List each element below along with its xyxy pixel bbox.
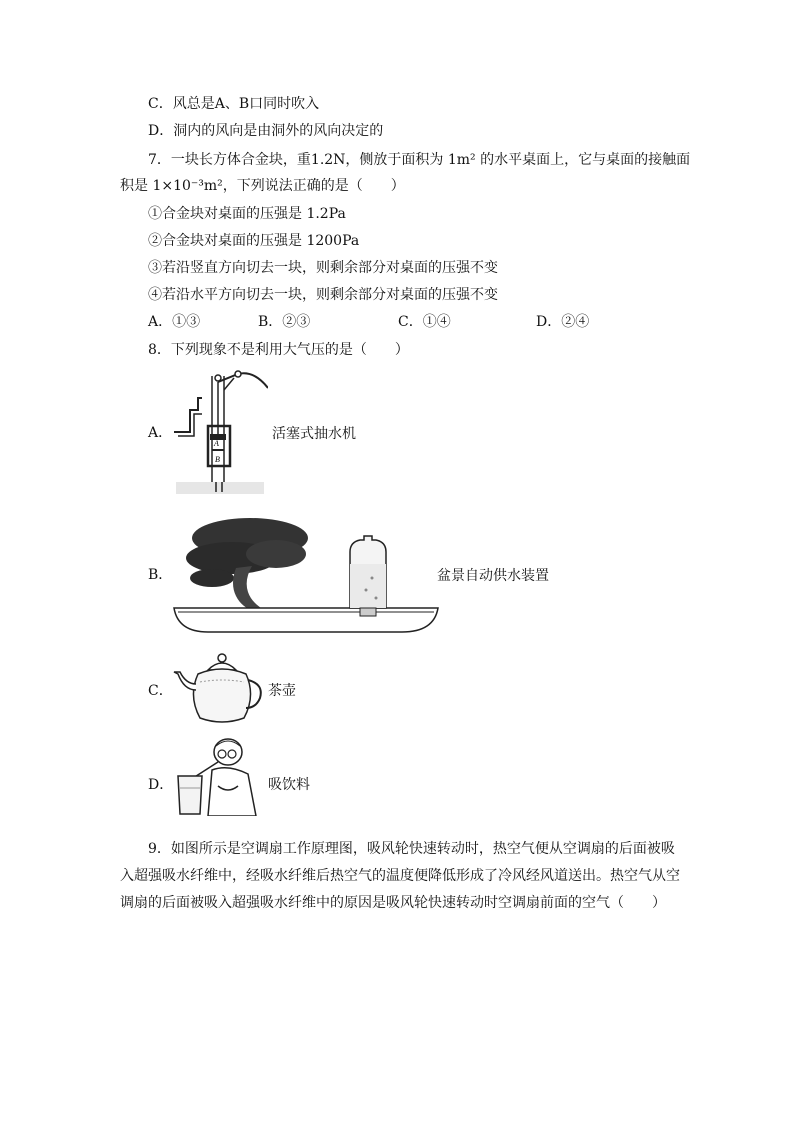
q9-stem-line3: 调扇的后面被吸入超强吸水纤维中的原因是吸风轮快速转动时空调扇前面的空气（ ）	[120, 895, 666, 911]
tree-canopy-low	[190, 569, 234, 587]
q7-option-d: D．②④	[536, 314, 590, 330]
pump-outlet-pipe	[174, 398, 202, 432]
q9-stem-line1: 9．如图所示是空调扇工作原理图，吸风轮快速转动时，热空气便从空调扇的后面被吸	[148, 841, 675, 857]
bottle-stand	[360, 608, 376, 616]
pump-label-b: B	[215, 455, 220, 464]
q8-b-letter: B．	[148, 567, 173, 583]
bubble	[371, 577, 374, 580]
q6-option-d: D．洞内的风向是由洞外的风向决定的	[148, 123, 384, 139]
q7-stem-line1: 7．一块长方体合金块，重1.2N，侧放于面积为 1m² 的水平桌面上，它与桌面的接触面	[148, 152, 691, 168]
q6-option-c: C．风总是A、B口同时吹入	[148, 96, 320, 112]
handle-pivot	[235, 371, 241, 377]
rod-joint	[215, 375, 221, 381]
q8-d-letter: D．	[148, 777, 174, 793]
q7-statement-3: ③若沿竖直方向切去一块，则剩余部分对桌面的压强不变	[148, 260, 498, 276]
ground-strip	[176, 482, 264, 494]
teapot-spout	[174, 672, 196, 690]
tree-canopy-right	[246, 540, 306, 568]
teapot-figure	[172, 650, 264, 728]
bonsai-watering-figure	[172, 508, 440, 638]
q8-c-caption: 茶壶	[268, 683, 296, 699]
q7-statement-4: ④若沿水平方向切去一块，则剩余部分对桌面的压强不变	[148, 287, 498, 303]
q7-statement-2: ②合金块对桌面的压强是 1200Pa	[148, 233, 360, 249]
q8-a-letter: A．	[148, 425, 173, 441]
q8-c-letter: C．	[148, 683, 173, 699]
drink-cup	[178, 776, 202, 814]
bubble	[375, 597, 378, 600]
q8-b-caption: 盆景自动供水装置	[437, 568, 549, 584]
pump-label-a: A	[214, 439, 219, 448]
q7-option-a: A．①③	[148, 314, 201, 330]
bubble	[365, 589, 368, 592]
q7-option-c: C．①④	[398, 314, 451, 330]
teapot-body	[193, 669, 250, 722]
q7-stem-line2: 积是 1×10⁻³m²，下列说法正确的是（ ）	[120, 178, 405, 194]
q9-stem-line2: 入超强吸水纤维中，经吸水纤维后热空气的温度便降低形成了冷风经风道送出。热空气从空	[120, 868, 680, 884]
teapot-knob	[218, 654, 226, 662]
tree-trunk	[233, 566, 268, 612]
bottle-water	[350, 564, 386, 608]
piston-pump-figure	[172, 366, 268, 496]
q8-stem: 8．下列现象不是利用大气压的是（ ）	[148, 342, 409, 358]
q8-a-caption: 活塞式抽水机	[272, 426, 356, 442]
straw-drinking-figure	[172, 736, 264, 816]
q8-d-caption: 吸饮料	[268, 777, 310, 793]
person-body	[208, 768, 256, 816]
q7-statement-1: ①合金块对桌面的压强是 1.2Pa	[148, 206, 346, 222]
q7-option-b: B．②③	[258, 314, 311, 330]
pump-handle	[218, 373, 268, 388]
